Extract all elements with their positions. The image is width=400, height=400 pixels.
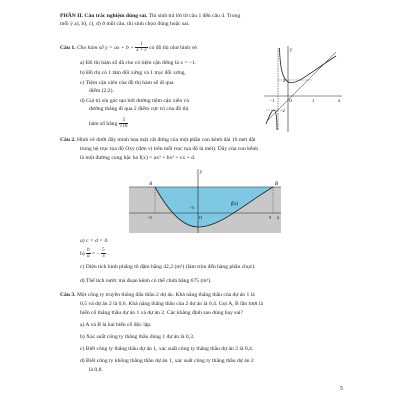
q1-d-fraction: $\frac{3}{√10}$ [119,118,128,129]
q3-line2: 0,5 và dự án 2 là 0,6. Khả năng thắng thầu của 2 dự án là 0,4. Gọi A, B lần lượt là [80,301,263,307]
q1-option-c-line2: điểm (2;2). [89,88,114,94]
q1-option-b: b) Đồ thị có 1 tâm đối xứng và 1 trục đối xứng. [80,70,186,76]
q2-option-c: c) Diện tích hình phẳng tô đậm bằng 42,2 (m²) (làm tròn đến hàng phần chục). [80,264,256,270]
q2-b-fraction-2: $\frac{5}{3}$ [102,248,105,259]
q2-line3: là một đường cong bậc ba f(x) = ax³ + bx² + cx + d. [80,155,196,161]
q3-option-c: c) Biết công ty thắng thầu dự án 1, xác suất công ty thắng thầu dự án 2 là 0,4. [80,346,254,352]
q1-tick-minus2: −2 [280,108,285,113]
q2-option-a: a) c = d = 0. [80,238,109,244]
q3-label: Câu 3. [60,292,76,298]
q1-stem-pre: Cho hàm số y = ax + b + [76,44,134,51]
q3-line3: biến cố thắng thầu dự án 1 và dự án 2. Các khẳng định sau đúng hay sai? [80,310,243,316]
q2-figure [125,165,285,235]
q3-option-a: a) A và B là hai biến cố độc lập. [80,322,152,328]
q3-option-d-line1: d) Biết công ty không thắng thầu dự án 1, xác suất công ty thắng thầu dự án 2 [80,358,254,364]
q2-label-y: y [200,170,203,175]
q1-option-d-line2: đường thẳng đi qua 2 điểm cực trị của đồ thị [89,106,189,112]
q2-line2: trong hệ trục tọa độ Oxy (đơn vị trên mỗi trục tọa độ là mét). Dây của con kênh [80,146,259,152]
q3-option-d-line2: là 0,8. [89,367,103,373]
q3-option-b: b) Xác suất công ty thắng thầu đúng 1 dự án là 0,3. [80,334,195,340]
q3-line1: Câu 3. Một công ty truyền thông đấu thầu 2 dự án. Khả năng thắng thầu của dự án 1 là [60,292,255,298]
q2-tick-minus5: −5 [147,215,152,220]
q2-label-origin: O [199,215,203,220]
q2-label-a: A [149,182,153,187]
part-instruction-2: mỗi ý a), b), c), d) ở mỗi câu, thí sinh chọn đúng hoặc sai. [60,21,190,27]
q1-stem [60,42,198,53]
q1-option-c-line1: c) Tiệm cận xiên của đồ thị hàm số đi qua [80,80,174,86]
q1-option-d-line3: hàm số bằng $\frac{3}{√10}$ [89,118,128,129]
q1-stem-post: có đồ thị như hình vẽ. [149,44,199,51]
q2-label-b: B [275,182,279,187]
q1-graph [262,44,344,134]
q1-tick-minus1: −1 [270,98,275,103]
q2-tick-5: 5 [269,215,272,220]
q1-tick-2: 2 [283,78,286,83]
q1-label-x: x [338,99,341,104]
page-number: 5 [340,386,343,392]
q2-option-d: d) Thể tích nước mà đoạn kênh có thể chứa bằng 675 (m³). [80,278,212,284]
q2-tick-minus3: −3 [189,205,194,210]
q2-label-f: f(x) [231,202,238,207]
q1-tick-1: 1 [312,98,315,103]
q1-option-d-line1: d) Giả trị sin góc tạo bởi đường tiệm cận xiên và [80,98,189,104]
q2-label: Câu 2. [60,137,76,143]
q2-option-b: b) $\frac{b}{a}$ = − $\frac{5}{3}$ . [80,248,109,259]
part-header [60,13,240,20]
q1-label: Câu 1. [60,44,76,51]
q2-label-x: x [277,216,280,221]
q1-fraction: $\frac{1}{x + c}$ [136,42,147,53]
q2-b-fraction: $\frac{b}{a}$ [87,248,90,259]
q1-label-origin: O [289,98,293,103]
q1-option-a: a) Đồ thị hàm số đã cho có tiệm cận đứng là x = −1. [80,60,197,66]
part-instruction-1: Thí sinh trả lời từ câu 1 đến câu 4. Trong [148,13,241,19]
q1-label-y: y [290,48,293,53]
part-title: PHẦN II. Câu trắc nghiệm đúng sai. [60,13,148,19]
q2-line1: Câu 2. Hình vẽ dưới đây minh họa mặt cắt đứng của một phần con kênh dài 16 mét đặt [60,137,256,143]
